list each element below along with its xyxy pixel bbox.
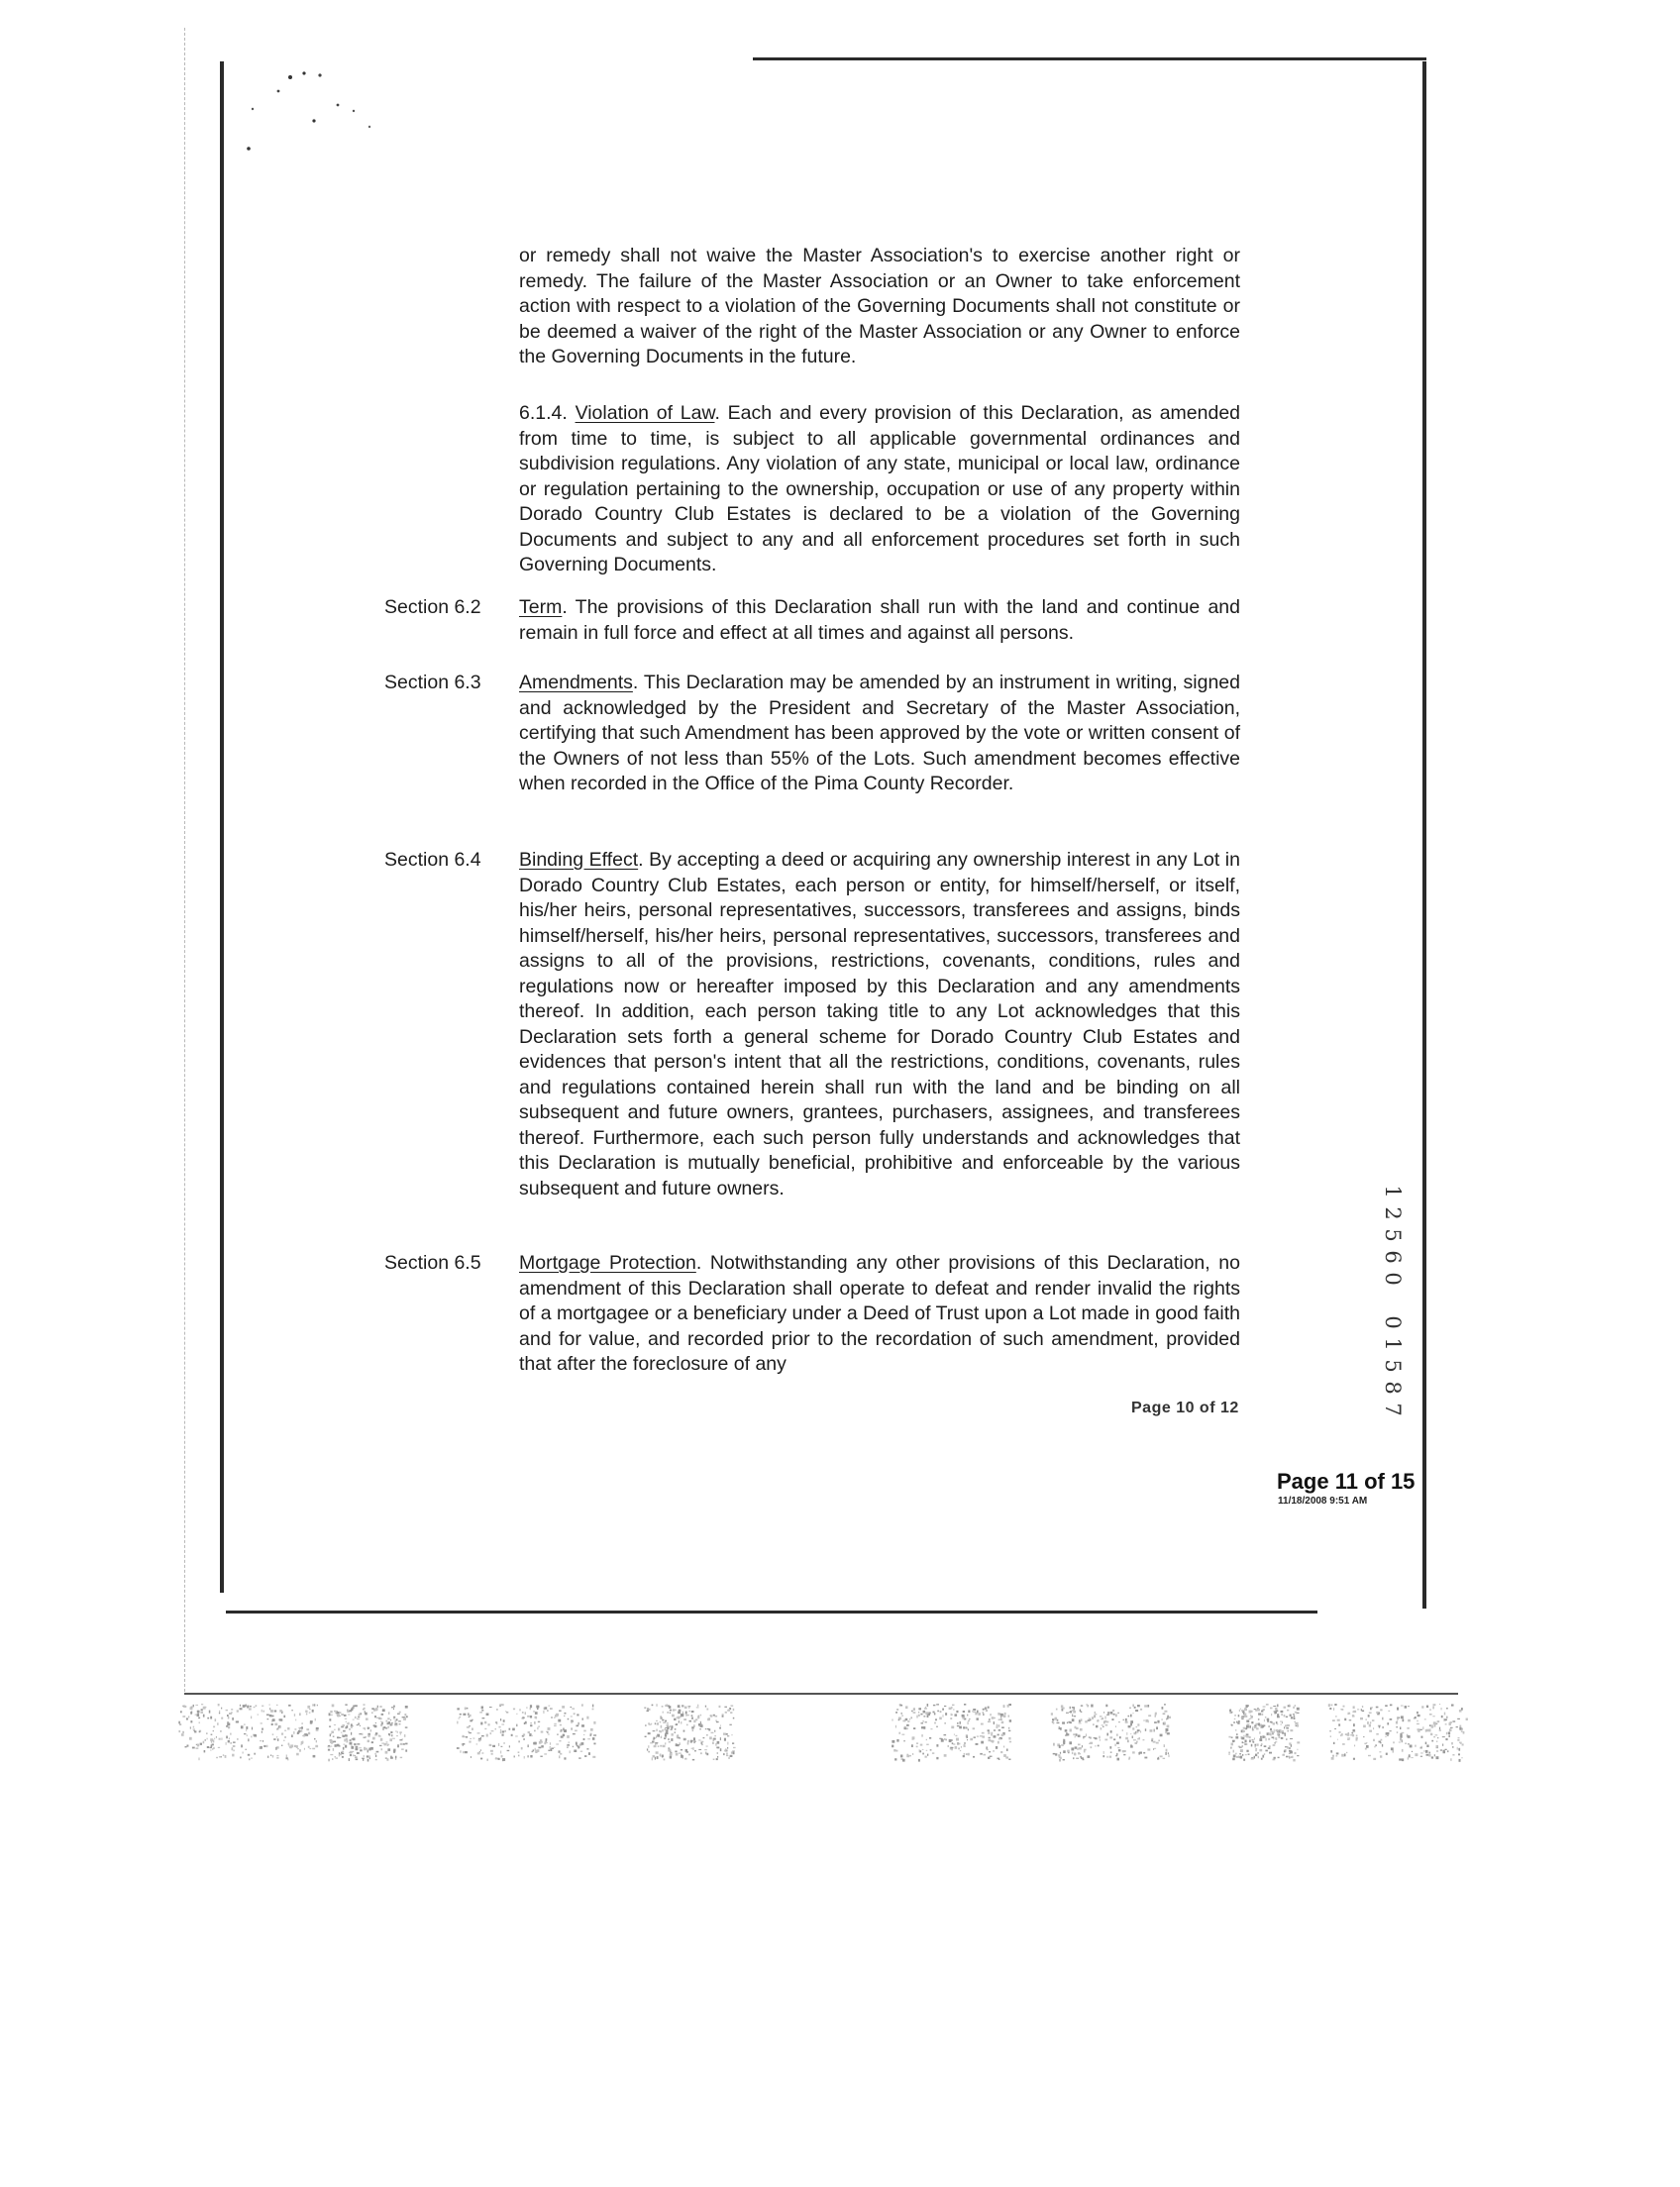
docket-digit: 7: [1381, 1403, 1405, 1416]
section-title: Term: [519, 596, 563, 618]
scan-border-top: [753, 57, 1426, 60]
recording-timestamp: 11/18/2008 9:51 AM: [1278, 1496, 1368, 1507]
section-body: . The provisions of this Declaration shall run with the land and continue and remain in full force and effect at all times and against all persons.: [519, 596, 1240, 644]
section-6-4-text: [519, 848, 1240, 1201]
subsection-number: 6.1.4.: [519, 402, 568, 424]
section-label-6-3: Section 6.3: [384, 672, 481, 693]
docket-digit: 8: [1381, 1381, 1405, 1395]
section-title: Amendments: [519, 672, 633, 693]
section-label-6-2: Section 6.2: [384, 596, 481, 618]
section-title: Binding Effect: [519, 849, 639, 871]
section-body: . This Declaration may be amended by an instrument in writing, signed and acknowledged by the President and Secretary of the Master Association, certifying that such Amendment has been approved by the vote or written consent of the Owners of not less than 55% of the Lots. Such amendment becomes effective when recorded in the Office of the Pima County Recorder.: [519, 672, 1240, 794]
docket-digit: 5: [1381, 1228, 1405, 1242]
scan-noise: [178, 1704, 1476, 1763]
continuation-paragraph: or remedy shall not waive the Master Association's to exercise another right or remedy. The failure of the Master Association or an Owner to take enforcement action with respect to a violation of the Governing Documents shall not constitute or be deemed a waiver of the right of the Master Association or any Owner to enforce the Governing Documents in the future.: [519, 245, 1240, 367]
scan-border-left: [220, 61, 224, 1593]
section-body: . Notwithstanding any other provisions of this Declaration, no amendment of this Declaration shall operate to defeat and render invalid the rights of a mortgagee or a beneficiary under a Deed of Trust upon a Lot made in good faith and for value, and recorded prior to the recordation of such amendment, provided that after the foreclosure of any: [519, 1252, 1240, 1375]
docket-digit: 1: [1381, 1185, 1405, 1198]
subsection-title: Violation of Law: [575, 402, 715, 424]
section-label-6-4: Section 6.4: [384, 849, 481, 871]
scan-border-bottom: [226, 1611, 1317, 1614]
subsection-6-1-4: [519, 401, 1240, 578]
docket-digit: 6: [1381, 1250, 1405, 1264]
docket-digit: 1: [1381, 1337, 1405, 1351]
section-6-3-text: [519, 671, 1240, 797]
docket-digit: 0: [1381, 1315, 1405, 1329]
scan-edge-line: [184, 1693, 1458, 1695]
docket-digit: [1379, 1291, 1401, 1310]
outer-page-number: Page 11 of 15: [1277, 1469, 1416, 1494]
section-6-2-text: [519, 595, 1240, 646]
docket-number: [1380, 1181, 1405, 1420]
subsection-body: . Each and every provision of this Declaration, as amended from time to time, is subject to all applicable governmental ordinances and subdivision regulations. Any violation of any state, municipal or local law, ordinance or regulation pertaining to the ownership, occupation or use of any property within Dorado Country Club Estates is declared to be a violation of the Governing Documents and subject to any and all enforcement procedures set forth in such Governing Documents.: [519, 402, 1241, 575]
scan-speckles: [243, 69, 401, 158]
scan-border-right: [1422, 61, 1426, 1609]
docket-digit: 5: [1381, 1359, 1405, 1373]
docket-digit: 0: [1381, 1272, 1405, 1286]
section-title: Mortgage Protection: [519, 1252, 696, 1274]
section-label-6-5: Section 6.5: [384, 1252, 481, 1274]
scan-margin-line: [184, 28, 186, 1692]
section-body: . By accepting a deed or acquiring any ownership interest in any Lot in Dorado Country Club Estates, each person or entity, for himself/herself, or itself, his/her heirs, personal representatives, successors, transferees and assigns, binds himself/herself, his/her heirs, personal representatives, successors, transferees and assigns to all of the provisions, restrictions, covenants, conditions, rules and regulations now or hereafter imposed by this Declaration and any amendments thereof. In addition, each person taking title to any Lot acknowledges that this Declaration sets forth a general scheme for Dorado Country Club Estates and evidences that person's intent that all the restrictions, conditions, covenants, rules and regulations contained herein shall run with the land and be binding on all subsequent and future owners, grantees, purchasers, assignees, and transferees thereof. Furthermore, each such person fully understands and acknowledges that this Declaration is mutually beneficial, prohibitive and enforceable by the various subsequent and future owners.: [519, 849, 1240, 1199]
docket-digit: 2: [1381, 1206, 1405, 1220]
section-6-5-text: [519, 1251, 1240, 1378]
inner-page-number: Page 10 of 12: [1131, 1400, 1239, 1416]
